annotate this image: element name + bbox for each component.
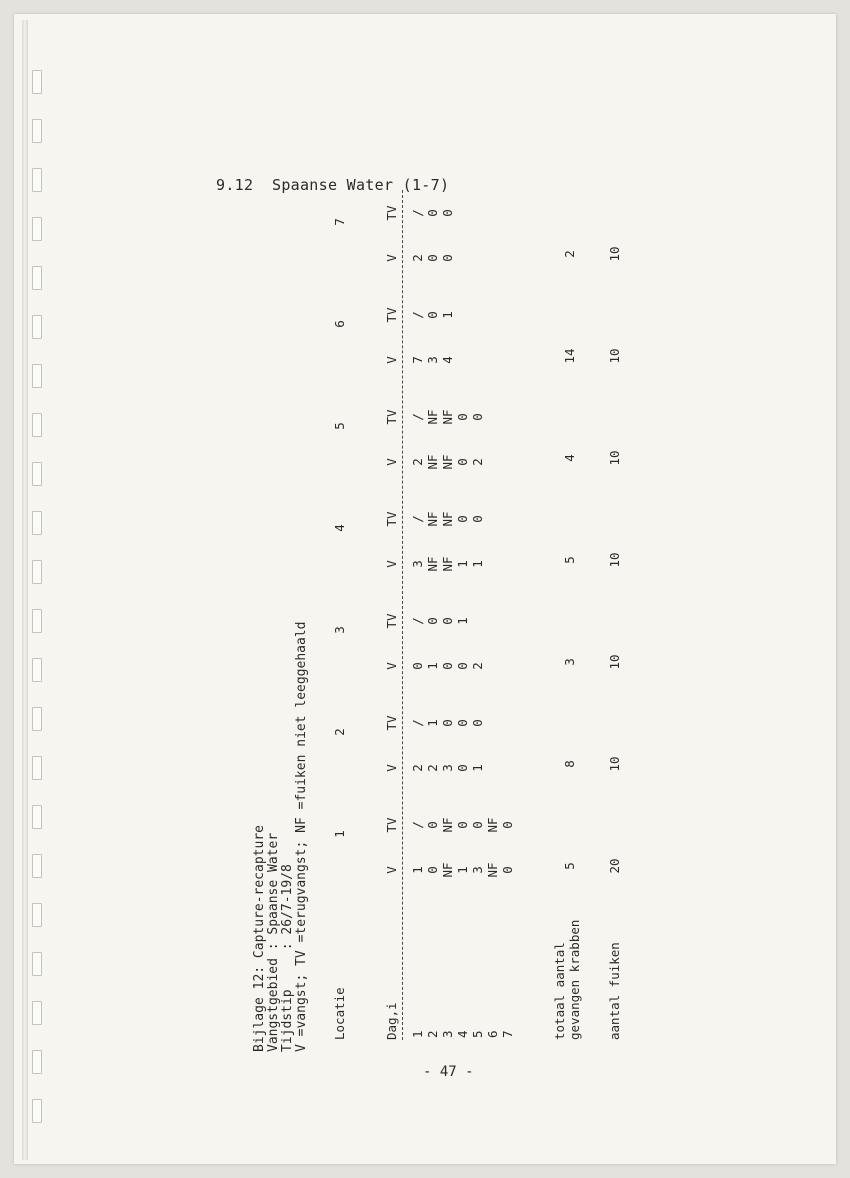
day-label: 6 [485, 1030, 500, 1038]
day-label: 2 [425, 1030, 440, 1038]
location-number: 4 [332, 524, 347, 532]
cell-v: NF [440, 454, 455, 470]
cell-v: 2 [425, 764, 440, 772]
binding-slot [32, 1099, 42, 1123]
v-header: V [384, 560, 399, 568]
tv-header: TV [384, 715, 399, 731]
cell-tv: 0 [425, 617, 440, 625]
cell-tv: 0 [455, 821, 470, 829]
binding-slot [32, 805, 42, 829]
binding-strip [22, 20, 28, 1160]
location-number: 6 [332, 320, 347, 328]
v-header: V [384, 662, 399, 670]
cell-tv: NF [440, 409, 455, 425]
cell-v: 2 [470, 662, 485, 670]
cell-tv: / [410, 821, 425, 829]
cell-v: 2 [410, 764, 425, 772]
binding-slot [32, 119, 42, 143]
cell-v: 0 [455, 662, 470, 670]
tv-header: TV [384, 511, 399, 527]
cell-tv: 0 [455, 515, 470, 523]
cell-v: 1 [425, 662, 440, 670]
cell-v: 1 [410, 866, 425, 874]
cell-tv: 0 [425, 209, 440, 217]
binding-slot [32, 903, 42, 927]
cell-tv: 0 [440, 719, 455, 727]
fuiken-value: 10 [607, 246, 622, 262]
cell-v: 1 [470, 560, 485, 568]
location-number: 3 [332, 626, 347, 634]
fuiken-value: 10 [607, 450, 622, 466]
fuiken-value: 10 [607, 348, 622, 364]
tv-header: TV [384, 409, 399, 425]
binding-slot [32, 168, 42, 192]
cell-v: 2 [410, 458, 425, 466]
cell-v: NF [440, 556, 455, 572]
location-number: 1 [332, 830, 347, 838]
v-header: V [384, 458, 399, 466]
cell-v: 0 [425, 866, 440, 874]
binding-slot [32, 854, 42, 878]
cell-tv: NF [425, 511, 440, 527]
cell-tv: 0 [455, 719, 470, 727]
v-header: V [384, 866, 399, 874]
cell-tv: / [410, 209, 425, 217]
location-number: 5 [332, 422, 347, 430]
cell-tv: NF [440, 817, 455, 833]
cell-tv: 0 [425, 311, 440, 319]
cell-tv: 0 [470, 515, 485, 523]
totaal-value: 2 [562, 250, 577, 258]
cell-tv: 0 [455, 413, 470, 421]
cell-v: 3 [470, 866, 485, 874]
binding-slot [32, 1050, 42, 1074]
caption-line: Vangstgebied : Spaanse Water [266, 832, 281, 1052]
day-label: 5 [470, 1030, 485, 1038]
day-label: 3 [440, 1030, 455, 1038]
locatie-label: Locatie [332, 987, 347, 1040]
cell-tv: NF [485, 817, 500, 833]
totaal-value: 14 [562, 348, 577, 364]
table-separator [402, 190, 403, 1040]
dag-label: Dag,i [384, 1002, 399, 1040]
cell-tv: 0 [470, 413, 485, 421]
fuiken-value: 10 [607, 654, 622, 670]
page-number: - 47 - [423, 1064, 474, 1080]
binding-slot [32, 707, 42, 731]
cell-tv: NF [440, 511, 455, 527]
cell-tv: 0 [470, 719, 485, 727]
cell-tv: / [410, 719, 425, 727]
cell-v: 3 [425, 356, 440, 364]
cell-v: 0 [410, 662, 425, 670]
cell-tv: 0 [440, 617, 455, 625]
day-label: 7 [500, 1030, 515, 1038]
binding-slot [32, 217, 42, 241]
tv-header: TV [384, 817, 399, 833]
cell-tv: / [410, 311, 425, 319]
cell-v: 2 [410, 254, 425, 262]
binding-slot [32, 70, 42, 94]
v-header: V [384, 356, 399, 364]
cell-v: 0 [425, 254, 440, 262]
tv-header: TV [384, 613, 399, 629]
location-number: 7 [332, 218, 347, 226]
binding-slot [32, 315, 42, 339]
cell-v: NF [440, 862, 455, 878]
totaal-value: 5 [562, 556, 577, 564]
cell-tv: 1 [440, 311, 455, 319]
location-number: 2 [332, 728, 347, 736]
binding-slot [32, 462, 42, 486]
cell-v: 0 [440, 662, 455, 670]
binding-slot [32, 609, 42, 633]
cell-v: 2 [470, 458, 485, 466]
cell-v: 0 [440, 254, 455, 262]
totaal-label: gevangen krabben [567, 919, 582, 1040]
cell-v: 1 [455, 560, 470, 568]
cell-v: NF [485, 862, 500, 878]
cell-tv: 1 [455, 617, 470, 625]
totaal-value: 5 [562, 862, 577, 870]
cell-tv: 1 [425, 719, 440, 727]
cell-tv: 0 [500, 821, 515, 829]
totaal-label: totaal aantal [552, 942, 567, 1040]
binding-slot [32, 364, 42, 388]
section-title: 9.12 Spaanse Water (1-7) [216, 176, 450, 194]
v-header: V [384, 254, 399, 262]
cell-tv: 0 [440, 209, 455, 217]
cell-tv: NF [425, 409, 440, 425]
spiral-binding [12, 20, 42, 1160]
binding-slot [32, 511, 42, 535]
binding-slot [32, 266, 42, 290]
cell-tv: / [410, 515, 425, 523]
v-header: V [384, 764, 399, 772]
cell-v: 0 [500, 866, 515, 874]
totaal-value: 3 [562, 658, 577, 666]
cell-tv: 0 [425, 821, 440, 829]
cell-v: 1 [470, 764, 485, 772]
cell-v: 3 [410, 560, 425, 568]
cell-tv: 0 [470, 821, 485, 829]
tv-header: TV [384, 205, 399, 221]
totaal-value: 8 [562, 760, 577, 768]
fuiken-value: 10 [607, 756, 622, 772]
binding-slot [32, 1001, 42, 1025]
cell-v: NF [425, 556, 440, 572]
caption-line: Tijdstip : 26/7-19/8 [280, 864, 295, 1052]
binding-slot [32, 413, 42, 437]
day-label: 1 [410, 1030, 425, 1038]
fuiken-value: 20 [607, 858, 622, 874]
cell-v: 1 [455, 866, 470, 874]
caption-line: V =vangst; TV =terugvangst; NF =fuiken niet leeggehaald [294, 621, 309, 1052]
fuiken-label: aantal fuiken [607, 942, 622, 1040]
rotated-table [252, 182, 630, 1052]
day-label: 4 [455, 1030, 470, 1038]
cell-v: 7 [410, 356, 425, 364]
fuiken-value: 10 [607, 552, 622, 568]
cell-v: 0 [455, 764, 470, 772]
binding-slot [32, 560, 42, 584]
binding-slot [32, 952, 42, 976]
binding-slot [32, 756, 42, 780]
cell-tv: / [410, 413, 425, 421]
tv-header: TV [384, 307, 399, 323]
caption-line: Bijlage 12: Capture-recapture [252, 825, 267, 1052]
cell-v: 4 [440, 356, 455, 364]
totaal-value: 4 [562, 454, 577, 462]
cell-v: 3 [440, 764, 455, 772]
cell-v: NF [425, 454, 440, 470]
cell-tv: / [410, 617, 425, 625]
binding-slot [32, 658, 42, 682]
cell-v: 0 [455, 458, 470, 466]
